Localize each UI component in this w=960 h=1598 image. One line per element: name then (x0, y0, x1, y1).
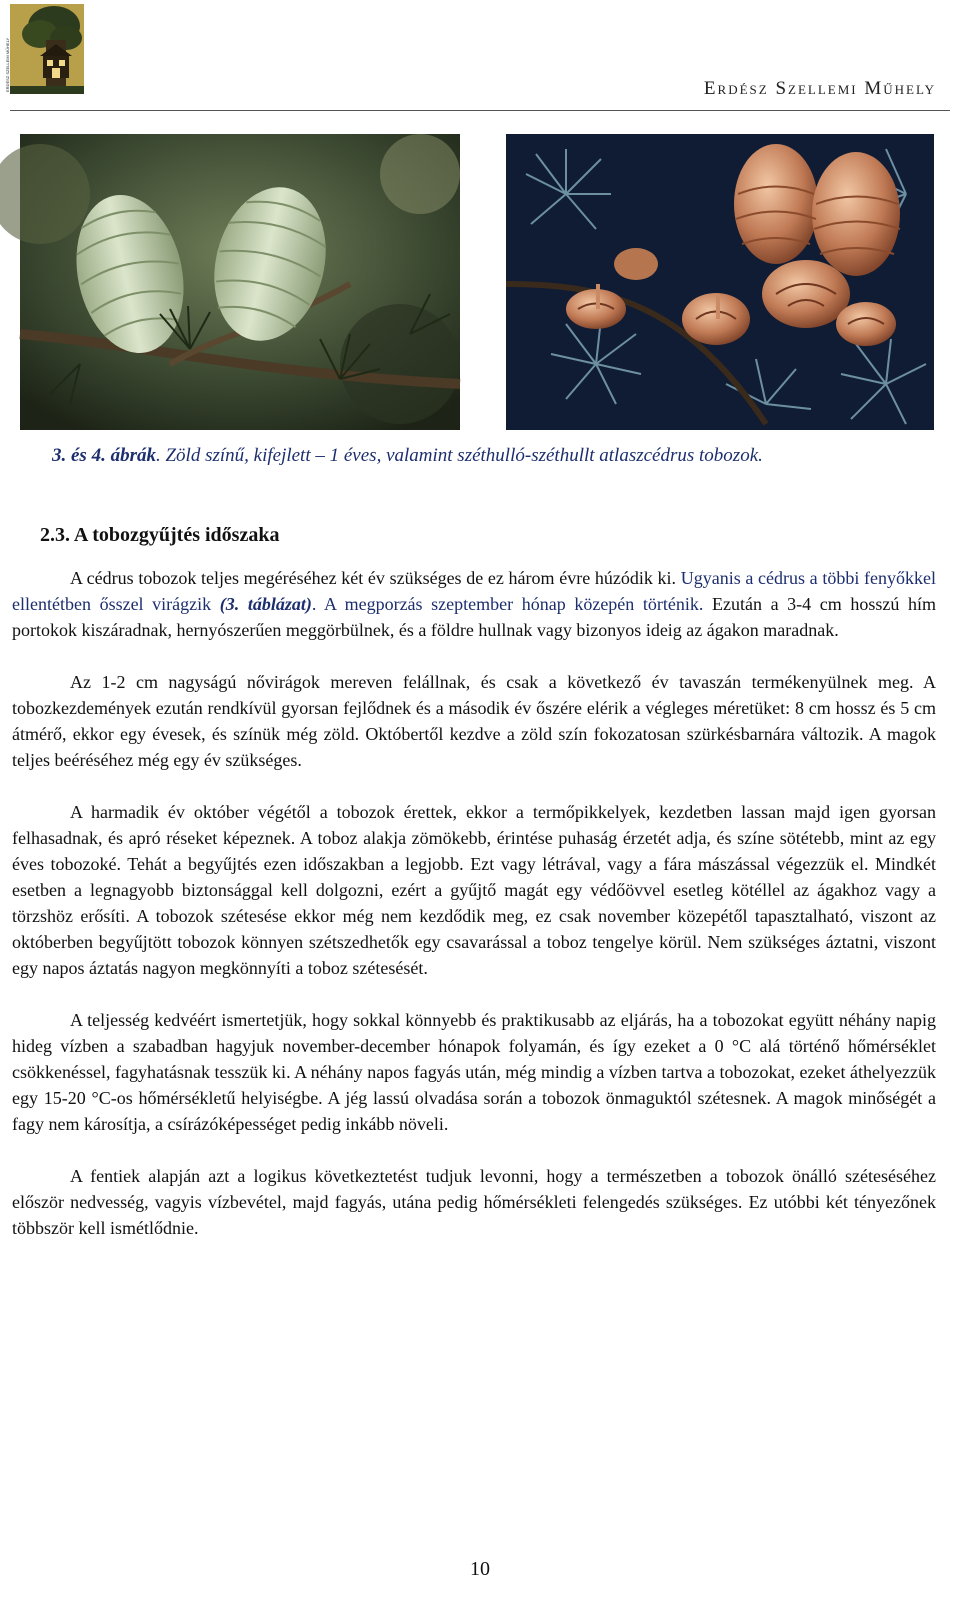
section-title: 2.3. A tobozgyűjtés időszaka (40, 524, 280, 546)
green-cedar-cones-photo (20, 134, 460, 430)
paragraph-1-part-d: Ezután a 3-4 cm hosszú hím portokok kiszáradnak, hernyószerűen meggörbülnek, és a földre hullnak vagy bizonyos ideig az ágakon maradnak. (12, 594, 936, 640)
logo-text: ERDÉSZ SZELLEMI MŰHELY (5, 37, 10, 92)
paragraph-1-part-b: Ugyanis a cédrus a többi fenyőkkel ellentétben ősszel virágzik (12, 568, 936, 614)
paragraph-4: A teljesség kedvéért ismertetjük, hogy sokkal könnyebb és praktikusabb az eljárás, ha a tobozokat együtt néhány napig hideg vízben a szabadban hagyjuk november-december hónapok folyamán, és így ezeket a 0 °C alá történő hőmérséklet csökkenéssel, fagyhatásnak tesszük ki. A néhány napos fagyás után, még mindig a vízben tartva a tobozokat, ezeket áthelyezzük egy 15-20 °C-os hőmérsékletű helyiségbe. A jég lassú olvadása során a tobozok önmaguktól szétesnek. A magok minőségét a fagy nem károsítja, a csírázóképességet pedig inkább növeli. (12, 1010, 936, 1134)
page-number: 10 (470, 1558, 490, 1580)
tree-house-logo-icon (10, 4, 84, 94)
table-reference-link[interactable]: (3. táblázat) (219, 594, 312, 614)
paragraph-2: Az 1-2 cm nagyságú nővirágok mereven felállnak, és csak a következő év tavaszán termékenyülnek meg. A tobozkezdemények ezután rendkívül gyorsan fejlődnek és a második év őszére elérik a végleges méretüket: 8 cm hossz és 5 cm átmérő, ekkor egy évesek, és színük még zöld. Októbertől kezdve a zöld szín fokozatosan szürkésbarnára változik. A magok teljes beéréséhez még egy év szükséges. (12, 672, 936, 770)
figure-caption (52, 445, 763, 467)
paragraph-1 (12, 565, 936, 643)
figure-caption-text: . Zöld színű, kifejlett – 1 éves, valamint széthulló-széthullt atlaszcédrus tobozok. (155, 445, 763, 466)
body-text (12, 565, 936, 1241)
paragraph-1-part-c: . A megporzás szeptember hónap közepén történik. (311, 594, 704, 614)
figure-caption-label: 3. és 4. ábrák (52, 445, 156, 466)
header-divider (10, 110, 950, 111)
header-title: Erdész Szellemi Műhely (703, 78, 936, 99)
paragraph-3: A harmadik év október végétől a tobozok érettek, ekkor a termőpikkelyek, kezdetben lassan majd igen gyorsan felhasadnak, és apró réseket képeznek. A toboz alakja zömökebb, érintése puhaság érzetét adja, és színe sötétebb, mint az egy éves tobozoké. Tehát a begyűjtés ezen időszakban a legjobb. Ezt vagy létrával, vagy a fára mászással végezzük el. Mindkét esetben a legnagyobb biztonsággal kell dolgozni, ezért a gyűjtő magát egy védőövvel esetleg kötéllel az ágakhoz vagy a törzshöz erősíti. A tobozok szétesése ekkor még nem kezdődik meg, ez csak november közepétől tapasztalható, viszont az októberben begyűjtött tobozok könnyen szétszedhetők egy csavarással a toboz tengelye körül. Nem szükséges áztatni, viszont egy napos áztatás nagyon megkönnyíti a toboz szétesését. (12, 802, 936, 978)
paragraph-5: A fentiek alapján azt a logikus következtetést tudjuk levonni, hogy a természetben a tobozok önálló széteséséhez először nedvesség, vagyis vízbevétel, majd fagyás, utána pedig hőmérsékleti felengedés szükséges. Ez utóbbi két tényezőnek többször kell ismétlődnie. (12, 1166, 936, 1238)
open-cedar-cones-photo (506, 134, 934, 430)
paragraph-1-part-a: A cédrus tobozok teljes megéréséhez két év szükséges de ez három évre húzódik ki. (70, 568, 681, 588)
